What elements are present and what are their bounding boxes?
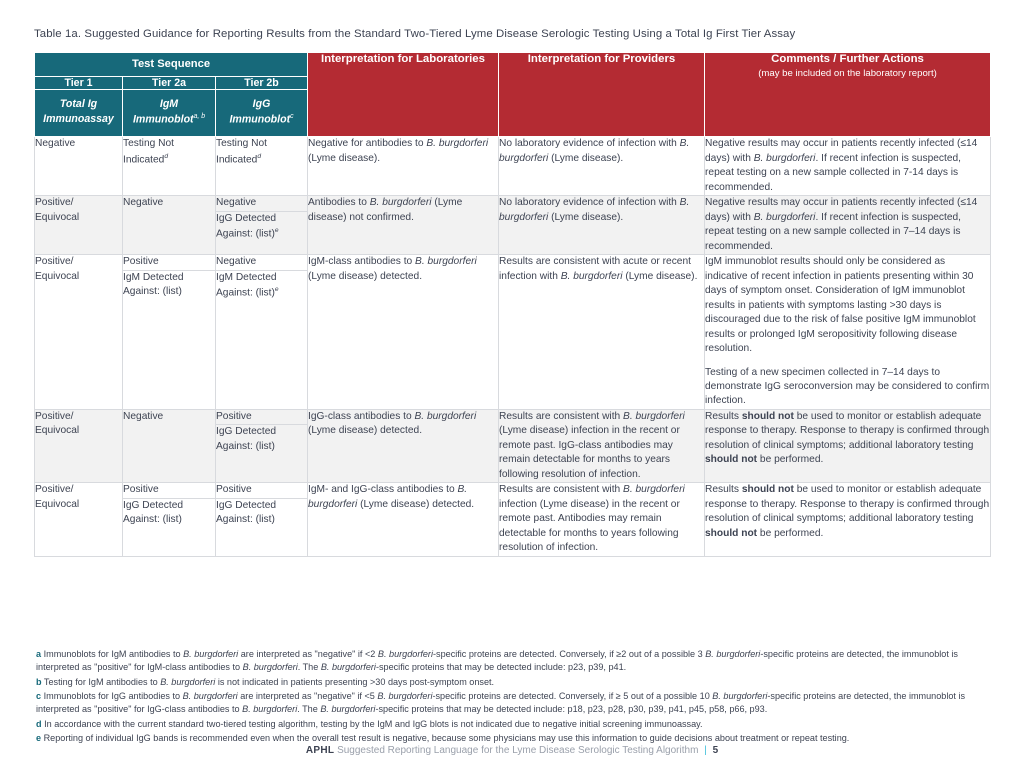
- assay-line-2: Immunoassay: [43, 113, 114, 126]
- split-cell: [216, 255, 307, 301]
- assay-line-1: IgM: [159, 98, 179, 110]
- split-cell: [216, 483, 307, 527]
- header-comments-subtitle: (may be included on the laboratory report): [758, 68, 937, 79]
- page-footer: [0, 745, 1024, 756]
- header-assay-igg-immunoblot: [216, 90, 308, 137]
- cell-comments: Results should not be used to monitor or establish adequate response to therapy. Response to therapy is confirmed through resolution of clinical symptoms; additional laboratory testing should not be performed.: [705, 483, 991, 556]
- table-header: [35, 53, 991, 137]
- footnote-marker: a: [36, 649, 42, 659]
- split-cell: [123, 483, 215, 527]
- split-cell: [216, 410, 307, 454]
- cell-interpretation-laboratories: Antibodies to B. burgdorferi (Lyme disease) not confirmed.: [308, 196, 499, 255]
- split-cell-value: Negative: [216, 196, 307, 211]
- footnote-ref: a, b: [193, 113, 206, 121]
- table-body: [35, 137, 991, 557]
- split-cell-row: [123, 498, 215, 527]
- split-cell-row: [216, 498, 307, 527]
- footnote-item: d In accordance with the current standard two-tiered testing algorithm, testing by the IgM and IgG blots is not indicated due to negative initial screening immunoassay.: [36, 718, 703, 729]
- cell-tier1: Positive/ Equivocal: [35, 483, 123, 556]
- split-cell-value: IgG Detected Against: (list): [216, 426, 277, 452]
- cell-interpretation-laboratories: Negative for antibodies to B. burgdorferi (Lyme disease).: [308, 137, 499, 196]
- table-caption: Table 1a. Suggested Guidance for Reporting Results from the Standard Two-Tiered Lyme Disease Serologic Testing Using a Total Ig First Tier Assay: [34, 28, 796, 40]
- assay-line-2: Immunoblot: [132, 113, 194, 126]
- header-tier-1: Tier 1: [35, 77, 123, 90]
- header-test-sequence: Test Sequence: [35, 53, 308, 77]
- split-cell-value: IgM Detected Against: (list)$^e$: [216, 271, 279, 299]
- cell-interpretation-providers: Results are consistent with acute or recent infection with B. burgdorferi (Lyme disease).: [499, 255, 705, 410]
- header-interpretation-laboratories: Interpretation for Laboratories: [308, 53, 499, 137]
- cell-tier1: Positive/ Equivocal: [35, 409, 123, 482]
- split-cell-value: IgG Detected Against: (list)$^e$: [216, 212, 279, 240]
- split-cell-row: [216, 270, 307, 301]
- cell-comments: Negative results may occur in patients recently infected (≤14 days) with B. burgdorferi. If recent infection is suspected, repeat testing on a new sample collected in 7–14 days is recommended.: [705, 196, 991, 255]
- header-interpretation-providers: Interpretation for Providers: [499, 53, 705, 137]
- split-cell-row: [216, 425, 307, 454]
- cell-interpretation-providers: No laboratory evidence of infection with B. burgdorferi (Lyme disease).: [499, 137, 705, 196]
- lyme-serology-table: [34, 52, 991, 557]
- split-cell-value: IgG Detected Against: (list): [123, 499, 184, 526]
- header-assay-igm-immunoblot: [123, 90, 216, 137]
- footnote-item: e Reporting of individual IgG bands is recommended even when the overall test result is negative, because some physicians may use this information to guide decisions about treatment or repeat testing.: [36, 733, 850, 744]
- split-cell-value: Positive: [216, 483, 307, 498]
- header-tier-2a: Tier 2a: [123, 77, 216, 90]
- footnote-marker: c: [36, 691, 42, 702]
- cell-comments: Negative results may occur in patients recently infected (≤14 days) with B. burgdorferi. If recent infection is suspected, repeat testing on a new sample collected in 7-14 days is recommended.: [705, 137, 991, 196]
- cell-interpretation-providers: Results are consistent with B. burgdorferi infection (Lyme disease) in the recent or remote past. Antibodies may remain detectable for months to years following resolution of infection.: [499, 483, 705, 556]
- split-cell: [216, 196, 307, 242]
- cell-interpretation-laboratories: IgM- and IgG-class antibodies to B. burgdorferi (Lyme disease) detected.: [308, 483, 499, 556]
- split-cell-value: Positive: [123, 255, 215, 270]
- table-row: [35, 255, 991, 410]
- split-cell-value: Positive: [216, 410, 307, 425]
- cell-tier2b: [216, 483, 308, 556]
- split-cell-row: [123, 255, 215, 270]
- cell-tier2b: Testing Not Indicated$^d$: [216, 137, 308, 196]
- cell-interpretation-laboratories: IgG-class antibodies to B. burgdorferi (Lyme disease) detected.: [308, 409, 499, 482]
- cell-tier2b: [216, 255, 308, 410]
- cell-interpretation-laboratories: IgM-class antibodies to B. burgdorferi (Lyme disease) detected.: [308, 255, 499, 410]
- split-cell-value: IgM Detected Against: (list): [123, 271, 184, 298]
- split-cell-row: [123, 270, 215, 299]
- aphl-logo: APHL: [305, 745, 335, 756]
- cell-comments: [705, 255, 991, 410]
- split-cell: [123, 255, 215, 299]
- footnote-marker: b: [36, 676, 42, 687]
- cell-comments: Results should not be used to monitor or establish adequate response to therapy. Response to therapy is confirmed through resolution of clinical symptoms; additional laboratory testing should not be performed.: [705, 409, 991, 482]
- comment-paragraph: IgM immunoblot results should only be considered as indicative of recent infection in patients presenting within 30 days of symptom onset. Consideration of IgM immunoblot results in patients with symptoms lasting >30 days is discouraged due to the risk of false positive IgM immunoblot results or prolonged IgM seropositivity following disease resolution.: [705, 256, 976, 355]
- split-cell-row: [216, 483, 307, 498]
- footnote-marker: d: [36, 718, 42, 729]
- cell-tier2b: [216, 196, 308, 255]
- cell-tier2b: [216, 409, 308, 482]
- footnotes: [36, 648, 992, 747]
- cell-tier1: Positive/ Equivocal: [35, 196, 123, 255]
- cell-tier1: Negative: [35, 137, 123, 196]
- header-tier-2b: Tier 2b: [216, 77, 308, 90]
- footnote-ref: c: [290, 113, 294, 121]
- footnote-item: c Immunoblots for IgG antibodies to B. burgdorferi are interpreted as "negative" if <5 B. burgdorferi-specific proteins are detected. Conversely, if ≥ 5 out of a possible 10 B. burgdorferi-specific proteins are detected, the immunoblot is interpreted as "positive" for IgG-class antibodies to B. burgdorferi. The B. burgdorferi-specific proteins that may be detected include: p18, p23, p28, p30, p39, p41, p45, p58, p66, p93.: [36, 691, 966, 715]
- assay-line-1: Total Ig: [59, 98, 98, 110]
- table-row: [35, 409, 991, 482]
- assay-line-1: IgG: [252, 98, 271, 110]
- footer-separator: |: [704, 745, 707, 756]
- cell-interpretation-providers: No laboratory evidence of infection with B. burgdorferi (Lyme disease).: [499, 196, 705, 255]
- split-cell-row: [216, 255, 307, 270]
- table-row: [35, 196, 991, 255]
- split-cell-row: [216, 196, 307, 211]
- footnote-item: a Immunoblots for IgM antibodies to B. burgdorferi are interpreted as "negative" if <2 B. burgdorferi-specific proteins are detected. Conversely, if ≥2 out of a possible 3 B. burgdorferi-specific proteins are detected, the immunoblot is interpreted as "positive" for IgM-class antibodies to B. burgdorferi. The B. burgdorferi-specific proteins that may be detected include: p23, p39, p41.: [36, 649, 958, 673]
- header-comments-title: Comments / Further Actions: [771, 53, 924, 65]
- cell-interpretation-providers: Results are consistent with B. burgdorferi (Lyme disease) infection in the recent or remote past. IgG-class antibodies may remain detectable for months to years following resolution of infection.: [499, 409, 705, 482]
- footnote-marker: e: [36, 733, 42, 744]
- split-cell-value: Positive: [123, 483, 215, 498]
- cell-tier2a: Negative: [123, 409, 216, 482]
- header-assay-total-ig: [35, 90, 123, 137]
- comment-paragraph: Testing of a new specimen collected in 7–14 days to demonstrate IgG seroconversion may be considered to confirm infection.: [705, 366, 990, 407]
- split-cell-row: [216, 211, 307, 242]
- header-comments: [705, 53, 991, 137]
- cell-tier2a: Negative: [123, 196, 216, 255]
- page-number: 5: [712, 745, 719, 756]
- footnote-item: b Testing for IgM antibodies to B. burgdorferi is not indicated in patients presenting >30 days post-symptom onset.: [36, 676, 495, 687]
- split-cell-row: [123, 483, 215, 498]
- table-row: [35, 483, 991, 556]
- table-row: [35, 137, 991, 196]
- split-cell-row: [216, 410, 307, 425]
- footer-title: Suggested Reporting Language for the Lyme Disease Serologic Testing Algorithm: [337, 745, 699, 756]
- cell-tier2a: Testing Not Indicated$^d$: [123, 137, 216, 196]
- split-cell-value: IgG Detected Against: (list): [216, 499, 277, 526]
- split-cell-value: Negative: [216, 255, 307, 270]
- assay-line-2: Immunoblot: [229, 113, 291, 126]
- cell-tier1: Positive/ Equivocal: [35, 255, 123, 410]
- cell-tier2a: [123, 255, 216, 410]
- cell-tier2a: [123, 483, 216, 556]
